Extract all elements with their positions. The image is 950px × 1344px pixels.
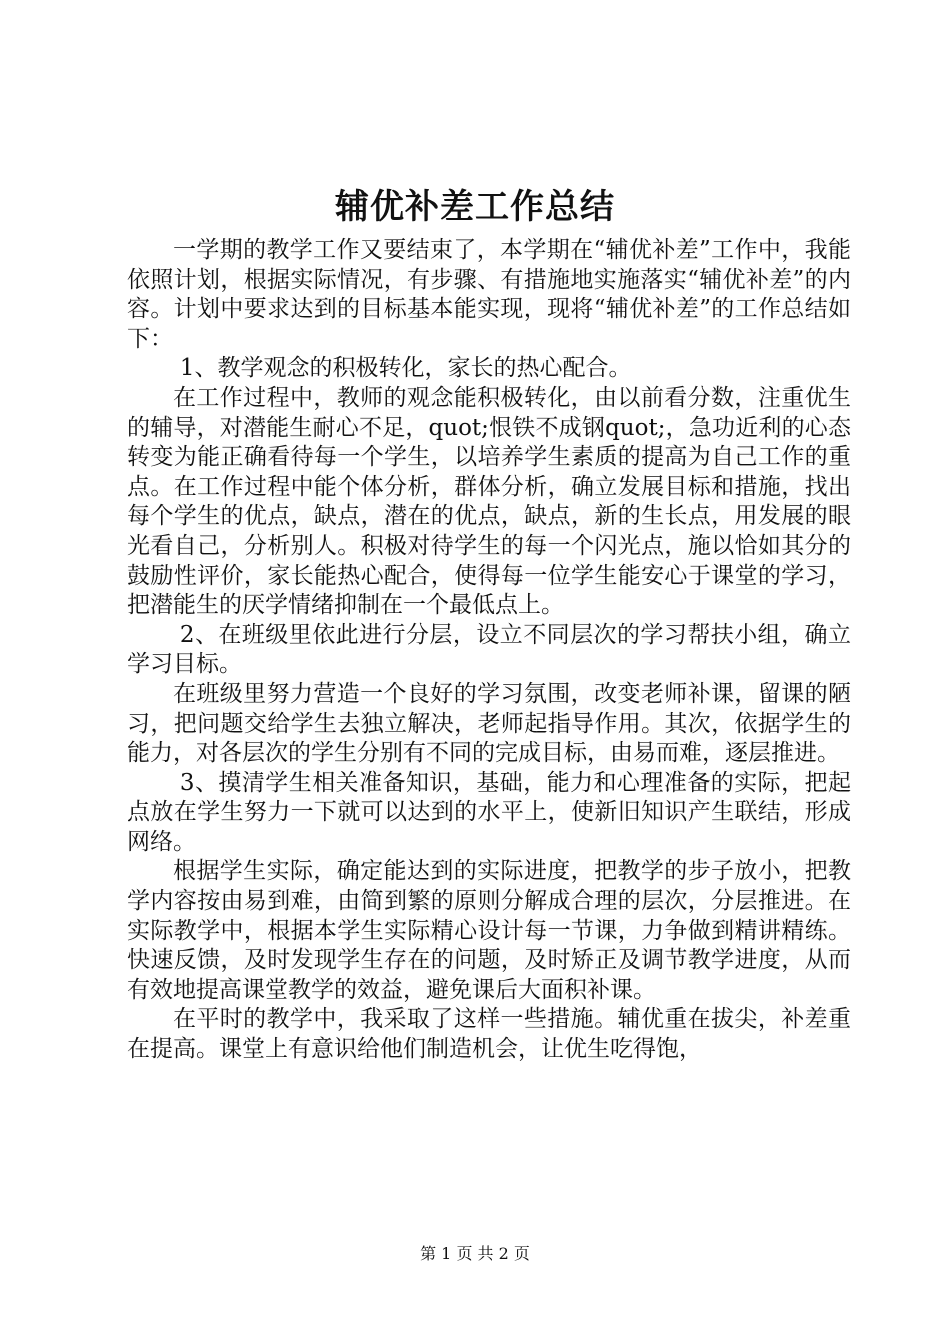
paragraph-heading-2: 2、在班级里依此进行分层，设立不同层次的学习帮扶小组，确立学习目标。 [127, 621, 851, 678]
paragraph-section-1: 在工作过程中，教师的观念能积极转化，由以前看分数，注重优生的辅导，对潜能生耐心不足，quot;恨铁不成钢quot;，急功近利的心态转变为能正确看待每一个学生，以培养学生素质的提高为自己工作的重点。在工作过程中能个体分析，群体分析，确立发展目标和措施，找出每个学生的优点，缺点，潜在的优点，缺点，新的生长点，用发展的眼光看自己，分析别人。积极对待学生的每一个闪光点，施以恰如其分的鼓励性评价，家长能热心配合，使得每一位学生能安心于课堂的学习，把潜能生的厌学情绪抑制在一个最低点上。 [127, 384, 852, 619]
paragraph-intro: 一学期的教学工作又要结束了，本学期在“辅优补差”工作中，我能依照计划，根据实际情况，有步骤、有措施地实施落实“辅优补差”的内容。计划中要求达到的目标基本能实现，现将“辅优补差”的工作总结如下： [127, 237, 851, 352]
paragraph-section-4: 在平时的教学中，我采取了这样一些措施。辅优重在拔尖，补差重在提高。课堂上有意识给他们制造机会，让优生吃得饱， [127, 1006, 851, 1063]
paragraph-heading-3: 3、摸清学生相关准备知识，基础，能力和心理准备的实际，把起点放在学生努力一下就可以达到的水平上，使新旧知识产生联结，形成网络。 [127, 769, 851, 855]
document-title: 辅优补差工作总结 [335, 187, 615, 227]
paragraph-heading-1: 1、教学观念的积极转化，家长的热心配合。 [179, 355, 632, 382]
page-footer: 第 1 页 共 2 页 [420, 1244, 530, 1263]
paragraph-section-3: 根据学生实际，确定能达到的实际进度，把教学的步子放小，把教学内容按由易到难，由简到繁的原则分解成合理的层次，分层推进。在实际教学中，根据本学生实际精心设计每一节课，力争做到精讲精练。快速反馈，及时发现学生存在的问题，及时矫正及调节教学进度，从而有效地提高课堂教学的效益，避免课后大面积补课。 [127, 858, 851, 1003]
document-body [127, 236, 851, 1065]
paragraph-section-2: 在班级里努力营造一个良好的学习氛围，改变老师补课，留课的陋习，把问题交给学生去独立解决，老师起指导作用。其次，依据学生的能力，对各层次的学生分别有不同的完成目标，由易而难，逐层推进。 [127, 680, 851, 767]
